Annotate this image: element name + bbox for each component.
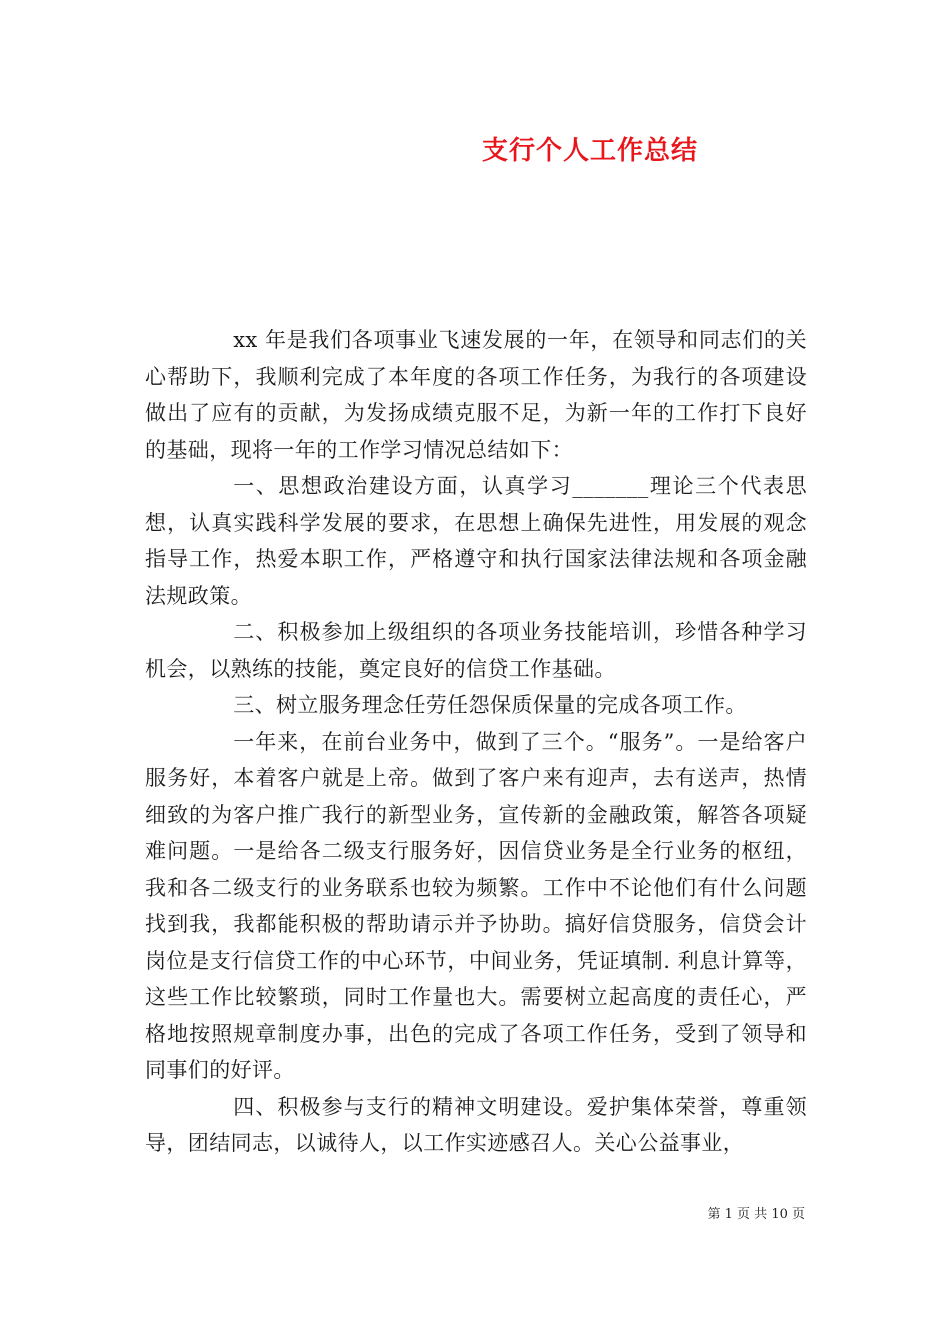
page-number-footer	[708, 1203, 805, 1222]
paragraph-section-3: 三、树立服务理念任劳任怨保质保量的完成各项工作。	[233, 693, 747, 717]
paragraph-section-4: 四、积极参与支行的精神文明建设。爱护集体荣誉，尊重领导，团结同志，以诚待人，以工作实迹感召人。关心公益事业，	[145, 1094, 807, 1155]
page-number-label: 第 1 页 共 10 页	[707, 1207, 805, 1222]
paragraph-intro: xx 年是我们各项事业飞速发展的一年，在领导和同志们的关心帮助下，我顺利完成了本年度的各项工作任务，为我行的各项建设做出了应有的贡献，为发扬成绩克服不足，为新一年的工作打下良好的基础，现将一年的工作学习情况总结如下：	[145, 328, 807, 462]
paragraph-section-2: 二、积极参加上级组织的各项业务技能培训，珍惜各种学习机会，以熟练的技能，奠定良好的信贷工作基础。	[145, 620, 807, 681]
paragraph-service-detail: 一年来，在前台业务中，做到了三个。“服务”。一是给客户服务好，本着客户就是上帝。做到了客户来有迎声，去有送声，热情细致的为客户推广我行的新型业务，宣传新的金融政策，解答各项疑难问题。一是给各二级支行服务好，因信贷业务是全行业务的枢纽，我和各二级支行的业务联系也较为频繁。工作中不论他们有什么问题找到我，我都能积极的帮助请示并予协助。搞好信贷服务，信贷会计岗位是支行信贷工作的中心环节，中间业务，凭证填制. 利息计算等，这些工作比较繁琐，同时工作量也大。需要树立起高度的责任心，严格地按照规章制度办事，出色的完成了各项工作任务，受到了领导和同事们的好评。	[145, 729, 807, 1082]
document-body	[145, 322, 807, 1162]
document-title: 支行个人工作总结	[481, 136, 698, 166]
paragraph-section-1: 一、思想政治建设方面，认真学习_______理论三个代表思想，认真实践科学发展的要求，在思想上确保先进性，用发展的观念指导工作，热爱本职工作，严格遵守和执行国家法律法规和各项金融法规政策。	[145, 474, 807, 608]
